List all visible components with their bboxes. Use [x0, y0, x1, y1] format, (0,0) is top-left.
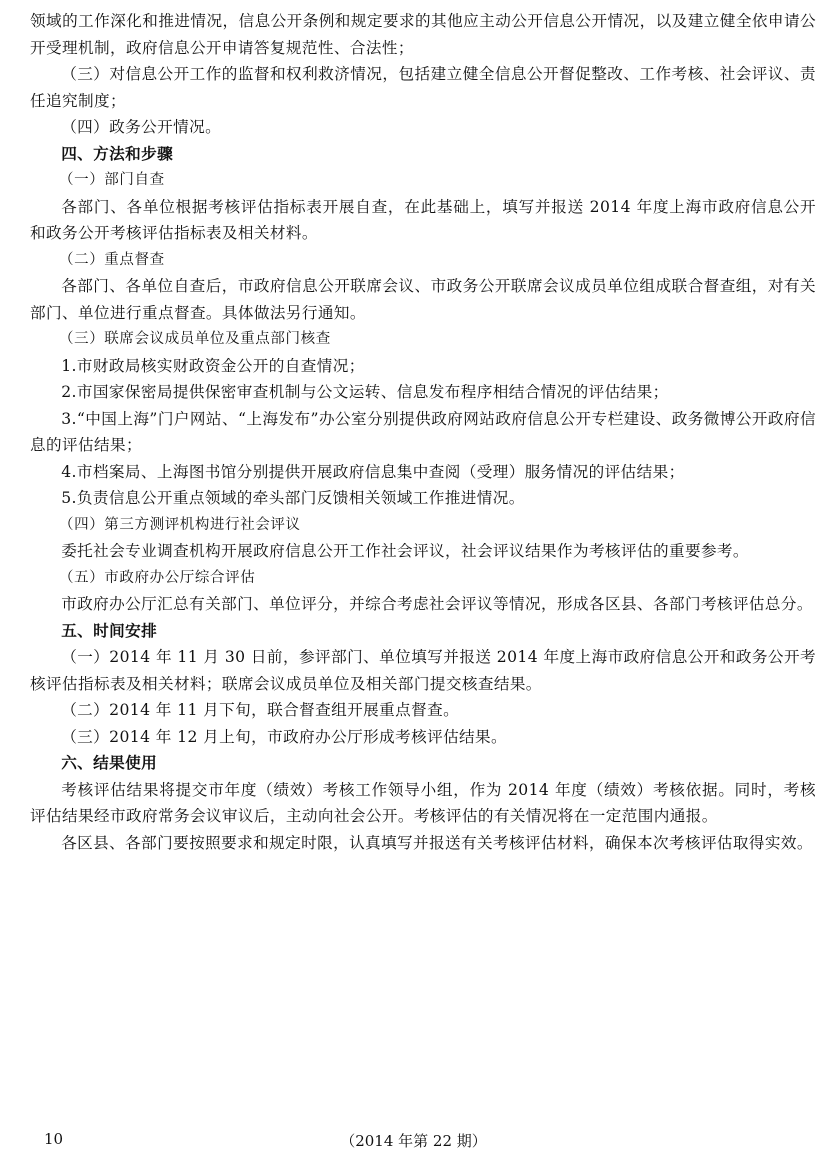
subsection-heading: （一）部门自查	[59, 172, 165, 188]
page-footer	[0, 1130, 827, 1154]
subsection-heading: （二）重点督查	[59, 251, 165, 268]
paragraph: （三）对信息公开工作的监督和权利救济情况，包括建立健全信息公开督促整改、工作考核、社会评议、责任追究制度；	[30, 65, 816, 110]
paragraph: （一）2014 年 11 月 30 日前，参评部门、单位填写并报送 2014 年度上海市政府信息公开和政务公开考核评估指标表及相关材料；联席会议成员单位及相关部门提交核查结果。	[30, 648, 816, 693]
paragraph: 各部门、各单位自查后，市政府信息公开联席会议、市政务公开联席会议成员单位组成联合督查组，对有关部门、单位进行重点督查。具体做法另行通知。	[30, 277, 816, 322]
page-number: 10	[44, 1130, 64, 1148]
paragraph: 考核评估结果将提交市年度（绩效）考核工作领导小组，作为 2014 年度（绩效）考核依据。同时，考核评估结果经市政府常务会议审议后，主动向社会公开。考核评估的有关情况将在一定范围内通报。	[30, 780, 816, 825]
paragraph: 领域的工作深化和推进情况，信息公开条例和规定要求的其他应主动公开信息公开情况，以及建立健全依申请公开受理机制，政府信息公开申请答复规范性、合法性；	[30, 12, 816, 57]
subsection-heading: （四）第三方测评机构进行社会评议	[59, 516, 301, 533]
paragraph: 4.市档案局、上海图书馆分别提供开展政府信息集中查阅（受理）服务情况的评估结果；	[61, 462, 685, 481]
paragraph: 市政府办公厅汇总有关部门、单位评分，并综合考虑社会评议等情况，形成各区县、各部门考核评估总分。	[61, 595, 813, 613]
section-heading: 六、结果使用	[61, 754, 158, 772]
section-heading: 四、方法和步骤	[61, 144, 174, 163]
paragraph: 委托社会专业调查机构开展政府信息公开工作社会评议，社会评议结果作为考核评估的重要参考。	[61, 542, 749, 560]
paragraph: 3.“中国上海”门户网站、“上海发布”办公室分别提供政府网站政府信息公开专栏建设、政务微博公开政府信息的评估结果；	[30, 409, 816, 454]
subsection-heading: （三）联席会议成员单位及重点部门核查	[59, 331, 331, 347]
section-heading: 五、时间安排	[61, 621, 158, 640]
document-body	[30, 8, 816, 856]
paragraph: （二）2014 年 11 月下旬，联合督查组开展重点督查。	[61, 701, 460, 719]
paragraph: （三）2014 年 12 月上旬，市政府办公厅形成考核评估结果。	[61, 727, 508, 746]
paragraph: 2.市国家保密局提供保密审查机制与公文运转、信息发布程序相结合情况的评估结果；	[61, 383, 669, 401]
paragraph: 各区县、各部门要按照要求和规定时限，认真填写并报送有关考核评估材料，确保本次考核评估取得实效。	[61, 833, 813, 852]
paragraph: （四）政务公开情况。	[61, 118, 222, 136]
subsection-heading: （五）市政府办公厅综合评估	[59, 569, 256, 586]
paragraph: 各部门、各单位根据考核评估指标表开展自查，在此基础上，填写并报送 2014 年度上海市政府信息公开和政务公开考核评估指标表及相关材料。	[30, 197, 816, 242]
issue-label: （2014 年第 22 期）	[340, 1132, 487, 1150]
paragraph: 5.负责信息公开重点领域的牵头部门反馈相关领域工作推进情况。	[61, 489, 525, 507]
paragraph: 1.市财政局核实财政资金公开的自查情况；	[61, 356, 365, 375]
